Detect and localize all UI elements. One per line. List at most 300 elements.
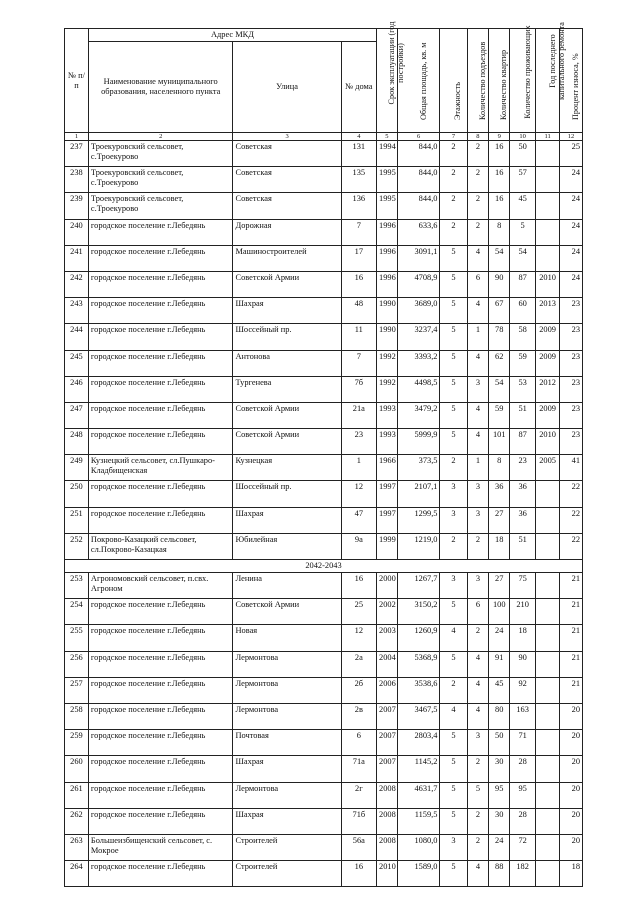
col-number: 9 [489,133,510,141]
table-cell: 6 [467,271,489,297]
table-body-b [65,573,583,887]
table-cell: 264 [65,861,89,887]
table-cell: 2008 [377,808,398,834]
table-cell: 88 [489,861,510,887]
table-cell: 23 [560,298,583,324]
table-row [65,219,583,245]
table-cell: городское поселение г.Лебедянь [88,245,233,271]
table-cell: 182 [510,861,536,887]
table-cell: 1990 [377,324,398,350]
table-cell: 80 [489,703,510,729]
table-cell: 100 [489,599,510,625]
table-cell: 22 [560,481,583,507]
table-cell: 2 [467,193,489,219]
table-cell: Советская [233,141,341,167]
table-cell: 27 [489,507,510,533]
table-row [65,324,583,350]
table-cell: Троекуровский сельсовет, с.Троекурово [88,193,233,219]
table-cell: 20 [560,808,583,834]
table-row [65,507,583,533]
table-cell: 4 [467,350,489,376]
table-cell: 2 [467,533,489,559]
table-cell: 3 [440,481,467,507]
table-cell: 2 [467,167,489,193]
table-cell: 16 [341,271,376,297]
table-cell: 237 [65,141,89,167]
table-cell: Машиностроителей [233,245,341,271]
table-cell: 16 [341,861,376,887]
table-cell [536,481,560,507]
table-cell: 2 [440,219,467,245]
table-cell: 1992 [377,350,398,376]
header-num: № п/п [65,29,89,133]
table-cell: 91 [489,651,510,677]
table-cell: 11 [341,324,376,350]
table-cell: 4 [467,298,489,324]
header-year: Срок эксплуатации (год постройки) [377,29,398,133]
table-cell: 4631,7 [397,782,440,808]
table-cell: 253 [65,573,89,599]
table-cell: 30 [489,756,510,782]
table-row [65,245,583,271]
table-cell [536,625,560,651]
table-cell: Ленина [233,573,341,599]
table-cell: 6 [467,599,489,625]
table-cell [536,193,560,219]
table-cell: 36 [510,481,536,507]
table-cell: Троекуровский сельсовет, с.Троекурово [88,167,233,193]
table-cell: 54 [510,245,536,271]
table-cell: Дорожная [233,219,341,245]
table-cell: Советской Армии [233,429,341,455]
table-cell: 240 [65,219,89,245]
table-cell: 23 [560,350,583,376]
table-cell: городское поселение г.Лебедянь [88,271,233,297]
table-cell: 260 [65,756,89,782]
table-cell: 3393,2 [397,350,440,376]
table-cell: 5368,9 [397,651,440,677]
table-cell: Лермонтова [233,651,341,677]
table-cell: 5 [440,271,467,297]
table-cell: 21а [341,402,376,428]
table-cell: 2010 [536,429,560,455]
table-cell: 5 [440,730,467,756]
table-cell: 4 [440,625,467,651]
table-cell: 20 [560,782,583,808]
table-cell: 131 [341,141,376,167]
table-cell: Строителей [233,861,341,887]
table-row [65,376,583,402]
table-cell: 3689,0 [397,298,440,324]
table-cell: 21 [560,573,583,599]
table-cell: городское поселение г.Лебедянь [88,481,233,507]
col-number: 12 [560,133,583,141]
table-cell: Агрономовский сельсовет, п.свх. Агроном [88,573,233,599]
table-cell: 3 [440,507,467,533]
table-cell: городское поселение г.Лебедянь [88,651,233,677]
table-cell: 23 [560,324,583,350]
table-cell: 1993 [377,429,398,455]
table-cell [536,599,560,625]
table-cell: 8 [489,455,510,481]
table-cell: 2 [467,141,489,167]
table-cell: 75 [510,573,536,599]
table-cell: 5 [440,808,467,834]
table-cell: 45 [489,677,510,703]
table-row [65,402,583,428]
col-number: 7 [440,133,467,141]
table-cell: 5 [440,376,467,402]
housing-table [64,21,583,887]
table-cell: Покрово-Казацкий сельсовет, сл.Покрово-Казацкая [88,533,233,559]
table-cell: 54 [489,376,510,402]
table-cell: городское поселение г.Лебедянь [88,219,233,245]
table-cell: 53 [510,376,536,402]
table-cell: 844,0 [397,167,440,193]
table-cell: 1589,0 [397,861,440,887]
table-cell: городское поселение г.Лебедянь [88,625,233,651]
table-cell: 247 [65,402,89,428]
table-cell: 71а [341,756,376,782]
table-cell: городское поселение г.Лебедянь [88,350,233,376]
table-cell: 67 [489,298,510,324]
table-cell: 1299,5 [397,507,440,533]
table-cell: 2в [341,703,376,729]
table-cell: 2000 [377,573,398,599]
table-cell: 245 [65,350,89,376]
table-cell: 2 [440,533,467,559]
table-row [65,350,583,376]
table-cell: 256 [65,651,89,677]
table-cell: 3 [467,376,489,402]
table-cell: 5 [440,245,467,271]
table-cell: 2б [341,677,376,703]
table-cell: 51 [510,533,536,559]
col-number: 8 [467,133,489,141]
table-cell: 241 [65,245,89,271]
table-cell: 22 [560,533,583,559]
table-cell: Тургенева [233,376,341,402]
table-cell: 90 [489,271,510,297]
table-cell: 4 [467,677,489,703]
table-cell: 1995 [377,193,398,219]
table-cell: 20 [560,834,583,860]
table-cell: 20 [560,703,583,729]
table-row [65,703,583,729]
table-cell [536,782,560,808]
table-cell: городское поселение г.Лебедянь [88,507,233,533]
table-cell: 3 [467,573,489,599]
table-cell: 1080,0 [397,834,440,860]
table-cell: 50 [510,141,536,167]
table-cell: 246 [65,376,89,402]
table-cell: 24 [560,193,583,219]
table-cell: 25 [341,599,376,625]
header-wear: Процент износа, % [560,29,583,133]
header-flats: Количество квартир [489,29,510,133]
table-cell: 5 [440,599,467,625]
table-cell: Лермонтова [233,703,341,729]
header-street: Улица [233,42,341,133]
table-cell: 2 [440,167,467,193]
table-cell: 249 [65,455,89,481]
table-cell: 3 [467,481,489,507]
table-cell: 4 [467,429,489,455]
table-cell: 1267,7 [397,573,440,599]
table-cell: городское поселение г.Лебедянь [88,782,233,808]
table-cell: 59 [489,402,510,428]
table-cell: 24 [489,625,510,651]
table-cell [536,507,560,533]
table-cell: 1 [467,455,489,481]
table-cell: 1990 [377,298,398,324]
col-number: 10 [510,133,536,141]
table-cell: Кузнецкий сельсовет, сл.Пушкаро-Кладбищенская [88,455,233,481]
table-cell: 90 [510,651,536,677]
table-cell: городское поселение г.Лебедянь [88,324,233,350]
table-cell: 28 [510,808,536,834]
table-row [65,651,583,677]
table-row [65,599,583,625]
table-cell: 2 [440,455,467,481]
table-cell: 4498,5 [397,376,440,402]
table-cell: городское поселение г.Лебедянь [88,298,233,324]
table-cell: 258 [65,703,89,729]
table-cell: Юбилейная [233,533,341,559]
table-cell: городское поселение г.Лебедянь [88,376,233,402]
table-cell: 248 [65,429,89,455]
table-cell: 1997 [377,481,398,507]
table-cell: 5 [510,219,536,245]
table-cell: Шахрая [233,808,341,834]
table-cell: 51 [510,402,536,428]
table-cell: 30 [489,808,510,834]
table-cell [536,756,560,782]
header-residents: Количество проживающих [510,29,536,133]
table-cell: 5 [440,324,467,350]
table-cell: 54 [489,245,510,271]
table-cell: 1145,2 [397,756,440,782]
table-cell: 1966 [377,455,398,481]
table-cell: 250 [65,481,89,507]
table-cell: 24 [560,219,583,245]
table-cell: 244 [65,324,89,350]
column-numbers-row [65,133,583,141]
table-cell [536,730,560,756]
table-cell: 5 [440,756,467,782]
table-cell: 2004 [377,651,398,677]
table-cell: 2008 [377,782,398,808]
table-cell: Лермонтова [233,677,341,703]
table-cell: 21 [560,599,583,625]
table-row [65,455,583,481]
table-cell: 1 [467,324,489,350]
table-cell: 1996 [377,271,398,297]
table-cell: 87 [510,271,536,297]
table-cell: 254 [65,599,89,625]
table-cell [536,219,560,245]
col-number: 5 [377,133,398,141]
table-cell: 17 [341,245,376,271]
table-cell: 57 [510,167,536,193]
col-number: 1 [65,133,89,141]
table-cell: 2009 [536,402,560,428]
table-cell: 78 [489,324,510,350]
table-cell: Строителей [233,834,341,860]
table-cell: 2007 [377,756,398,782]
table-row [65,756,583,782]
table-cell: 60 [510,298,536,324]
table-cell: 36 [489,481,510,507]
table-cell: 36 [510,507,536,533]
table-cell [536,533,560,559]
table-row [65,193,583,219]
table-cell: 373,5 [397,455,440,481]
table-cell: 3150,2 [397,599,440,625]
table-cell: 4 [467,651,489,677]
table-cell: 2а [341,651,376,677]
table-cell: 1219,0 [397,533,440,559]
table-cell: городское поселение г.Лебедянь [88,756,233,782]
table-cell: 136 [341,193,376,219]
table-cell [536,651,560,677]
table-cell: 2 [440,677,467,703]
table-cell: 2 [467,808,489,834]
table-row [65,861,583,887]
table-cell: 24 [560,271,583,297]
table-cell [536,861,560,887]
table-cell: 71б [341,808,376,834]
table-cell: городское поселение г.Лебедянь [88,861,233,887]
table-cell: 2 [467,756,489,782]
table-row [65,625,583,651]
table-cell: 12 [341,625,376,651]
table-cell: 257 [65,677,89,703]
table-cell: Советской Армии [233,402,341,428]
table-cell: 255 [65,625,89,651]
table-cell: 633,6 [397,219,440,245]
table-cell: Большеизбищенский сельсовет, с. Мокрое [88,834,233,860]
table-cell: 2003 [377,625,398,651]
col-number: 11 [536,133,560,141]
table-cell: 16 [341,573,376,599]
table-cell: 1260,9 [397,625,440,651]
table-cell: 16 [489,193,510,219]
table-cell: Троекуровский сельсовет, с.Троекурово [88,141,233,167]
table-cell: 95 [489,782,510,808]
table-cell: 2007 [377,730,398,756]
table-cell: 95 [510,782,536,808]
table-cell: 12 [341,481,376,507]
table-cell: 20 [560,730,583,756]
table-row [65,298,583,324]
table-cell: 28 [510,756,536,782]
table-cell: 21 [560,651,583,677]
table-cell: 210 [510,599,536,625]
table-cell: 1993 [377,402,398,428]
table-cell: Советская [233,193,341,219]
table-cell: 4708,9 [397,271,440,297]
table-cell: 3 [467,507,489,533]
header-area: Общая площадь, кв. м [397,29,440,133]
table-cell: 262 [65,808,89,834]
table-cell: 1 [341,455,376,481]
table-cell: 5 [467,782,489,808]
table-cell: городское поселение г.Лебедянь [88,730,233,756]
table-cell: городское поселение г.Лебедянь [88,703,233,729]
group-label: 2042-2043 [65,560,583,573]
table-cell: 239 [65,193,89,219]
table-cell: 1159,5 [397,808,440,834]
table-cell: 27 [489,573,510,599]
table-cell: 16 [489,167,510,193]
header-entrances: Количество подъездов [467,29,489,133]
table-cell: 4 [467,861,489,887]
table-cell: 252 [65,533,89,559]
table-cell: 24 [489,834,510,860]
table-cell: 1992 [377,376,398,402]
table-row [65,730,583,756]
table-cell: Советской Армии [233,271,341,297]
table-cell: 2 [440,193,467,219]
table-cell: 5 [440,402,467,428]
table-cell: Шахрая [233,298,341,324]
table-cell: городское поселение г.Лебедянь [88,808,233,834]
table-cell [536,573,560,599]
table-row [65,533,583,559]
table-row [65,808,583,834]
table-cell: 2 [467,625,489,651]
table-cell: 3538,6 [397,677,440,703]
table-cell: Новая [233,625,341,651]
table-cell: 5 [440,429,467,455]
table-cell: 45 [510,193,536,219]
table-row [65,481,583,507]
table-cell: 5 [440,782,467,808]
table-cell: 7 [341,219,376,245]
table-cell: Кузнецкая [233,455,341,481]
table-cell: 1996 [377,245,398,271]
table-cell [536,808,560,834]
header-repair: Год последнего капитального ремонта [536,29,560,133]
table-cell: 47 [341,507,376,533]
table-cell [536,167,560,193]
table-cell: 5 [440,350,467,376]
table-cell: 3 [440,573,467,599]
table-cell: 135 [341,167,376,193]
table-cell: 3467,5 [397,703,440,729]
table-cell: 2013 [536,298,560,324]
table-cell: 50 [489,730,510,756]
table-cell: 22 [560,507,583,533]
table-cell: 259 [65,730,89,756]
col-number: 2 [88,133,233,141]
table-cell: 41 [560,455,583,481]
table-cell: 5999,9 [397,429,440,455]
table-cell: 2010 [377,861,398,887]
table-cell: 1994 [377,141,398,167]
table-cell: 1995 [377,167,398,193]
table-cell: 23 [560,429,583,455]
table-cell: Шахрая [233,507,341,533]
table-cell: 2 [467,219,489,245]
table-cell: городское поселение г.Лебедянь [88,402,233,428]
table-body-a [65,141,583,560]
table-row [65,573,583,599]
table-cell: 2007 [377,703,398,729]
table-cell: 18 [489,533,510,559]
table-cell: Советской Армии [233,599,341,625]
